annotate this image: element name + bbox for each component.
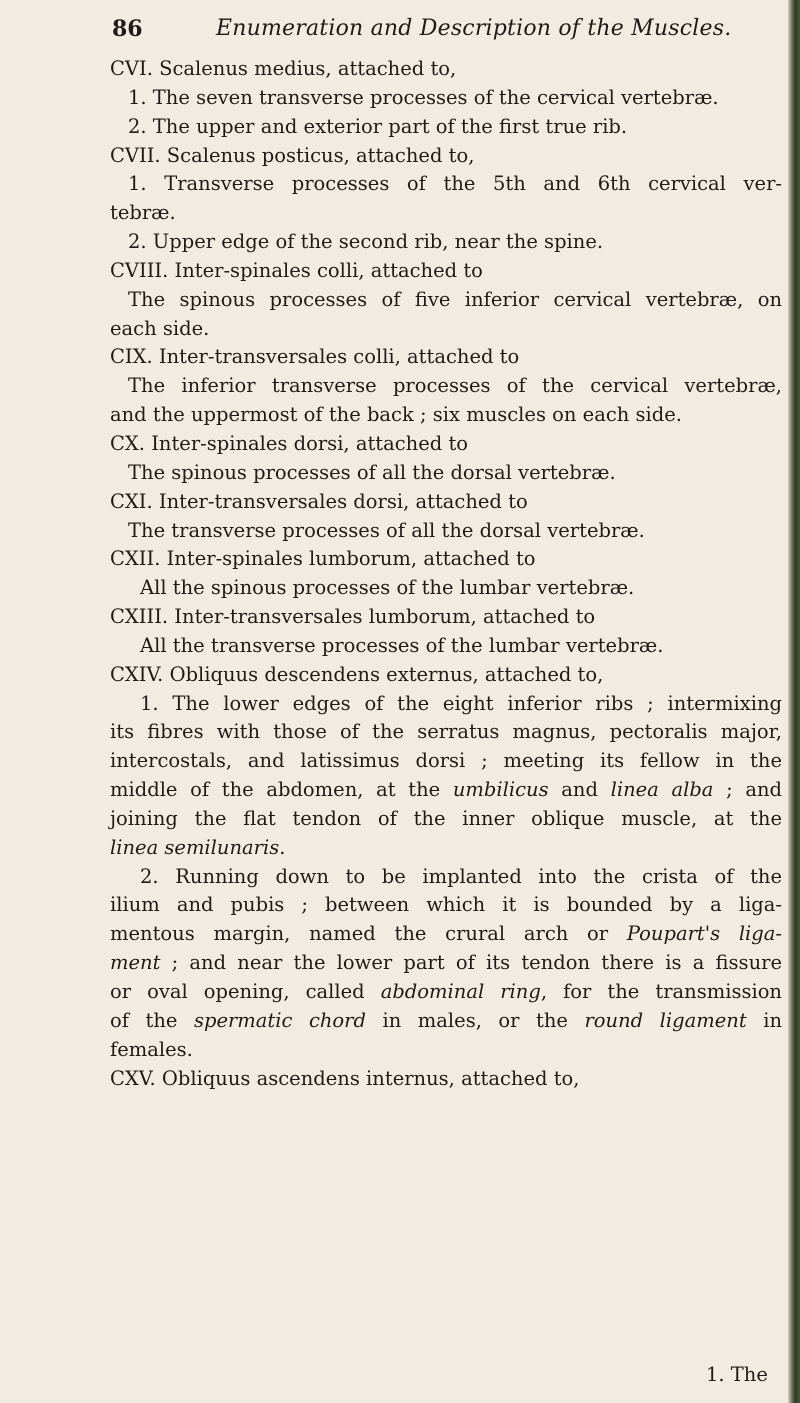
page-number: 86 — [112, 16, 143, 42]
text-line: joining the flat tendon of the inner oblique muscle, at the — [110, 806, 782, 830]
text-line: of the spermatic chord in males, or the round ligament in — [110, 1008, 783, 1032]
text-line: CXIV. Obliquus descendens externus, attached to, — [110, 662, 604, 686]
body-text — [110, 55, 782, 1093]
text-line: middle of the abdomen, at the umbilicus and linea alba ; and — [110, 778, 782, 802]
text-line: ilium and pubis ; between which it is bounded by a liga- — [110, 893, 782, 917]
text-line: females. — [110, 1037, 193, 1061]
text-line: mentous margin, named the crural arch or Poupart's liga- — [110, 922, 782, 946]
text-line: 1. The seven transverse processes of the cervical vertebræ. — [128, 85, 719, 109]
text-line: ment ; and near the lower part of its tendon there is a fissure — [110, 951, 782, 975]
page-header — [112, 16, 772, 50]
text-line: CVI. Scalenus medius, attached to, — [110, 57, 457, 80]
text-line: 2. Running down to be implanted into the crista of the — [140, 864, 782, 888]
text-line: 2. The upper and exterior part of the first true rib. — [128, 114, 628, 138]
text-line: CVIII. Inter-spinales colli, attached to — [110, 258, 483, 282]
text-line: 1. Transverse processes of the 5th and 6th cervical ver- — [128, 172, 782, 196]
text-line: CXIII. Inter-transversales lumborum, attached to — [110, 605, 596, 629]
text-line: The inferior transverse processes of the cervical vertebræ, — [128, 374, 782, 398]
text-line: CIX. Inter-transversales colli, attached to — [110, 345, 520, 369]
text-line: All the spinous processes of the lumbar vertebræ. — [140, 576, 635, 600]
text-line: 2. Upper edge of the second rib, near the spine. — [128, 230, 604, 254]
text-line: its fibres with those of the serratus magnus, pectoralis major, — [110, 720, 782, 744]
text-line: CVII. Scalenus posticus, attached to, — [110, 143, 475, 167]
text-line: each side. — [110, 316, 210, 340]
page-edge — [788, 0, 800, 1403]
text-line: or oval opening, called abdominal ring, for the transmission — [110, 980, 782, 1003]
text-line: 1. The lower edges of the eight inferior ribs ; intermixing — [140, 691, 782, 715]
text-line: intercostals, and latissimus dorsi ; meeting its fellow in the — [110, 749, 782, 773]
text-line: CXI. Inter-transversales dorsi, attached to — [110, 489, 528, 513]
text-line: All the transverse processes of the lumbar vertebræ. — [140, 633, 664, 657]
catchword: 1. The — [706, 1363, 768, 1386]
text-line: tebræ. — [110, 201, 176, 225]
text-line: The spinous processes of all the dorsal vertebræ. — [128, 460, 616, 484]
text-line: linea semilunaris. — [110, 835, 286, 859]
text-line: The spinous processes of five inferior cervical vertebræ, on — [128, 287, 782, 311]
text-line: and the uppermost of the back ; six muscles on each side. — [110, 403, 682, 427]
text-line: CXV. Obliquus ascendens internus, attached to, — [110, 1066, 580, 1090]
running-title: Enumeration and Description of the Muscles. — [216, 16, 732, 41]
text-line: The transverse processes of all the dorsal vertebræ. — [128, 518, 645, 542]
text-line: CXII. Inter-spinales lumborum, attached to — [110, 547, 536, 571]
text-line: CX. Inter-spinales dorsi, attached to — [110, 431, 469, 455]
